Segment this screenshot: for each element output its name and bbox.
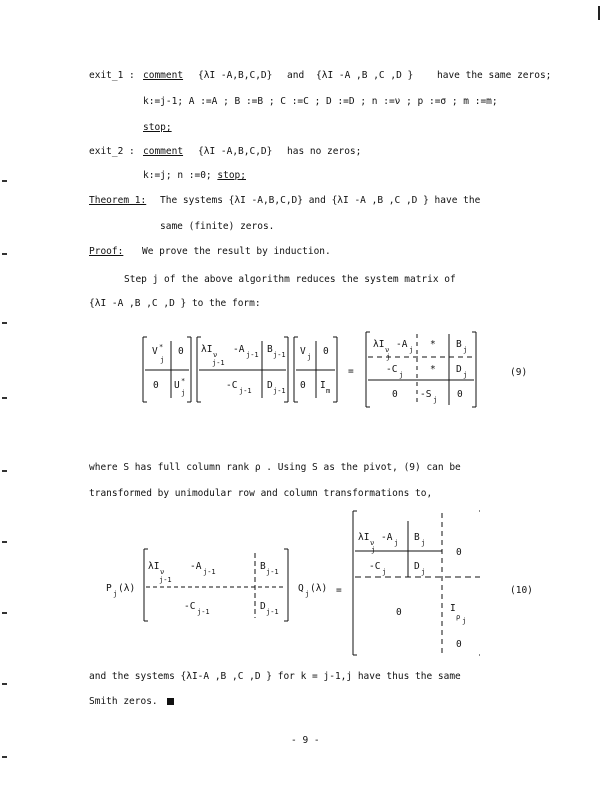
exit2-system: {λI -A,B,C,D} <box>198 146 273 157</box>
svg-text:λI: λI <box>148 561 160 572</box>
svg-text:(λ): (λ) <box>310 583 328 594</box>
svg-text:0: 0 <box>300 380 306 391</box>
svg-text:j: j <box>433 396 438 404</box>
svg-text:P: P <box>106 583 112 594</box>
svg-text:ν: ν <box>370 539 375 547</box>
svg-text:-C: -C <box>184 601 196 612</box>
scan-mark <box>2 756 7 758</box>
theorem-label: Theorem 1: <box>89 195 147 206</box>
scan-mark <box>2 541 7 543</box>
step-text: Step j of the above algorithm reduces the system matrix of <box>124 274 456 285</box>
svg-text:j: j <box>421 539 426 547</box>
svg-text:j: j <box>307 353 312 361</box>
scan-mark <box>2 180 7 182</box>
svg-text:λI: λI <box>358 532 370 543</box>
svg-text:(λ): (λ) <box>118 583 136 594</box>
smith-zeros-line <box>89 696 174 707</box>
proof-label: Proof: <box>89 246 124 257</box>
exit2-assign-text: k:=j; n :=0; <box>143 170 212 181</box>
proof-text: We prove the result by induction. <box>142 246 331 257</box>
svg-text:ν: ν <box>213 351 218 359</box>
svg-text:B: B <box>414 532 420 543</box>
svg-text:j-1: j-1 <box>273 351 286 359</box>
svg-text:0: 0 <box>323 346 329 357</box>
svg-text:D: D <box>414 561 420 572</box>
exit1-label: exit_1 : <box>89 70 135 81</box>
svg-text:*: * <box>430 339 436 350</box>
svg-text:-A: -A <box>396 339 408 350</box>
svg-text:D: D <box>456 364 462 375</box>
where-text: where S has full column rank ρ . Using S as the pivot, (9) can be <box>89 462 461 473</box>
svg-text:j-1: j-1 <box>203 568 216 576</box>
svg-text:-C: -C <box>386 364 398 375</box>
svg-text:0: 0 <box>456 639 462 650</box>
exit1-assignments: k:=j-1; A :=A ; B :=B ; C :=C ; D :=D ; n :=ν ; p :=σ ; m :=m; <box>143 96 498 107</box>
svg-text:-C: -C <box>369 561 381 572</box>
svg-text:-A: -A <box>233 344 245 355</box>
svg-text:B: B <box>267 344 273 355</box>
svg-text:0: 0 <box>456 547 462 558</box>
svg-text:ρ: ρ <box>456 613 461 621</box>
svg-text:j-1: j-1 <box>239 387 252 395</box>
scan-mark <box>2 253 7 255</box>
svg-text:0: 0 <box>153 380 159 391</box>
svg-text:I: I <box>320 380 326 391</box>
svg-text:=: = <box>336 585 342 596</box>
svg-text:D: D <box>260 601 266 612</box>
smith-text: Smith zeros. <box>89 696 158 707</box>
scan-mark <box>2 612 7 614</box>
transformed-text: transformed by unimodular row and column transformations to, <box>89 488 433 499</box>
svg-text:-C: -C <box>226 380 238 391</box>
equation-9-number: (9) <box>510 367 528 378</box>
equation-9 <box>140 330 520 410</box>
svg-text:=: = <box>348 366 354 377</box>
svg-text:j: j <box>409 346 414 354</box>
svg-text:Q: Q <box>298 583 304 594</box>
svg-text:j-1: j-1 <box>266 608 279 616</box>
svg-text:*: * <box>159 343 164 351</box>
svg-text:*: * <box>430 364 436 375</box>
svg-text:0: 0 <box>392 389 398 400</box>
theorem-text-2: same (finite) zeros. <box>160 221 275 232</box>
exit1-system-2: {λI -A ,B ,C ,D } <box>316 70 414 81</box>
svg-text:j: j <box>382 568 387 576</box>
svg-text:j: j <box>462 617 467 625</box>
svg-text:D: D <box>267 380 273 391</box>
svg-text:V: V <box>300 346 306 357</box>
svg-text:j: j <box>305 590 310 598</box>
equation-10 <box>100 505 480 660</box>
svg-text:-S: -S <box>420 389 432 400</box>
final-text: and the systems {λI-A ,B ,C ,D } for k = j-1,j have thus the same <box>89 671 461 682</box>
svg-text:j-1: j-1 <box>246 351 259 359</box>
svg-text:0: 0 <box>457 389 463 400</box>
exit2-stop: stop; <box>217 170 246 181</box>
scan-mark <box>2 322 7 324</box>
svg-text:-A: -A <box>190 561 202 572</box>
svg-text:j: j <box>421 568 426 576</box>
svg-text:*: * <box>181 377 186 385</box>
svg-text:j: j <box>463 371 468 379</box>
exit1-keyword: comment <box>143 70 184 81</box>
exit1-stop: stop; <box>143 122 172 133</box>
equation-10-number: (10) <box>510 585 533 596</box>
svg-text:V: V <box>152 346 158 357</box>
page-number: - 9 - <box>291 735 320 746</box>
exit2-keyword: comment <box>143 146 184 157</box>
theorem-text-1: The systems {λI -A,B,C,D} and {λI -A ,B ,C ,D } have the <box>160 195 481 206</box>
svg-text:0: 0 <box>396 607 402 618</box>
svg-text:I: I <box>450 603 456 614</box>
svg-text:j-1: j-1 <box>197 608 210 616</box>
svg-text:λI: λI <box>201 344 213 355</box>
svg-text:j-1: j-1 <box>212 359 225 367</box>
scan-mark <box>2 683 7 685</box>
svg-text:j: j <box>399 371 404 379</box>
corner-mark <box>598 6 600 20</box>
qed-square-icon <box>167 698 174 705</box>
svg-text:j: j <box>371 546 376 554</box>
svg-text:j: j <box>386 353 391 361</box>
svg-text:ν: ν <box>160 568 165 576</box>
scan-mark <box>2 397 7 399</box>
svg-text:j-1: j-1 <box>266 568 279 576</box>
svg-text:B: B <box>260 561 266 572</box>
exit2-label: exit_2 : <box>89 146 135 157</box>
svg-text:j: j <box>394 539 399 547</box>
exit1-rest: have the same zeros; <box>437 70 552 81</box>
exit2-rest: has no zeros; <box>287 146 362 157</box>
svg-text:-A: -A <box>381 532 393 543</box>
exit1-and: and <box>287 70 305 81</box>
svg-text:λI: λI <box>373 339 385 350</box>
exit1-system-1: {λI -A,B,C,D} <box>198 70 273 81</box>
svg-text:ν: ν <box>385 346 390 354</box>
system-text: {λI -A ,B ,C ,D } to the form: <box>89 298 261 309</box>
exit2-assignments <box>143 170 246 181</box>
svg-text:U: U <box>174 380 180 391</box>
svg-text:j: j <box>160 356 165 364</box>
svg-text:j: j <box>181 389 186 397</box>
svg-text:j: j <box>113 590 118 598</box>
svg-text:j: j <box>463 346 468 354</box>
svg-text:B: B <box>456 339 462 350</box>
svg-text:m: m <box>326 387 331 395</box>
svg-text:j-1: j-1 <box>273 387 286 395</box>
svg-text:0: 0 <box>178 346 184 357</box>
scan-mark <box>2 470 7 472</box>
svg-text:j-1: j-1 <box>159 576 172 584</box>
